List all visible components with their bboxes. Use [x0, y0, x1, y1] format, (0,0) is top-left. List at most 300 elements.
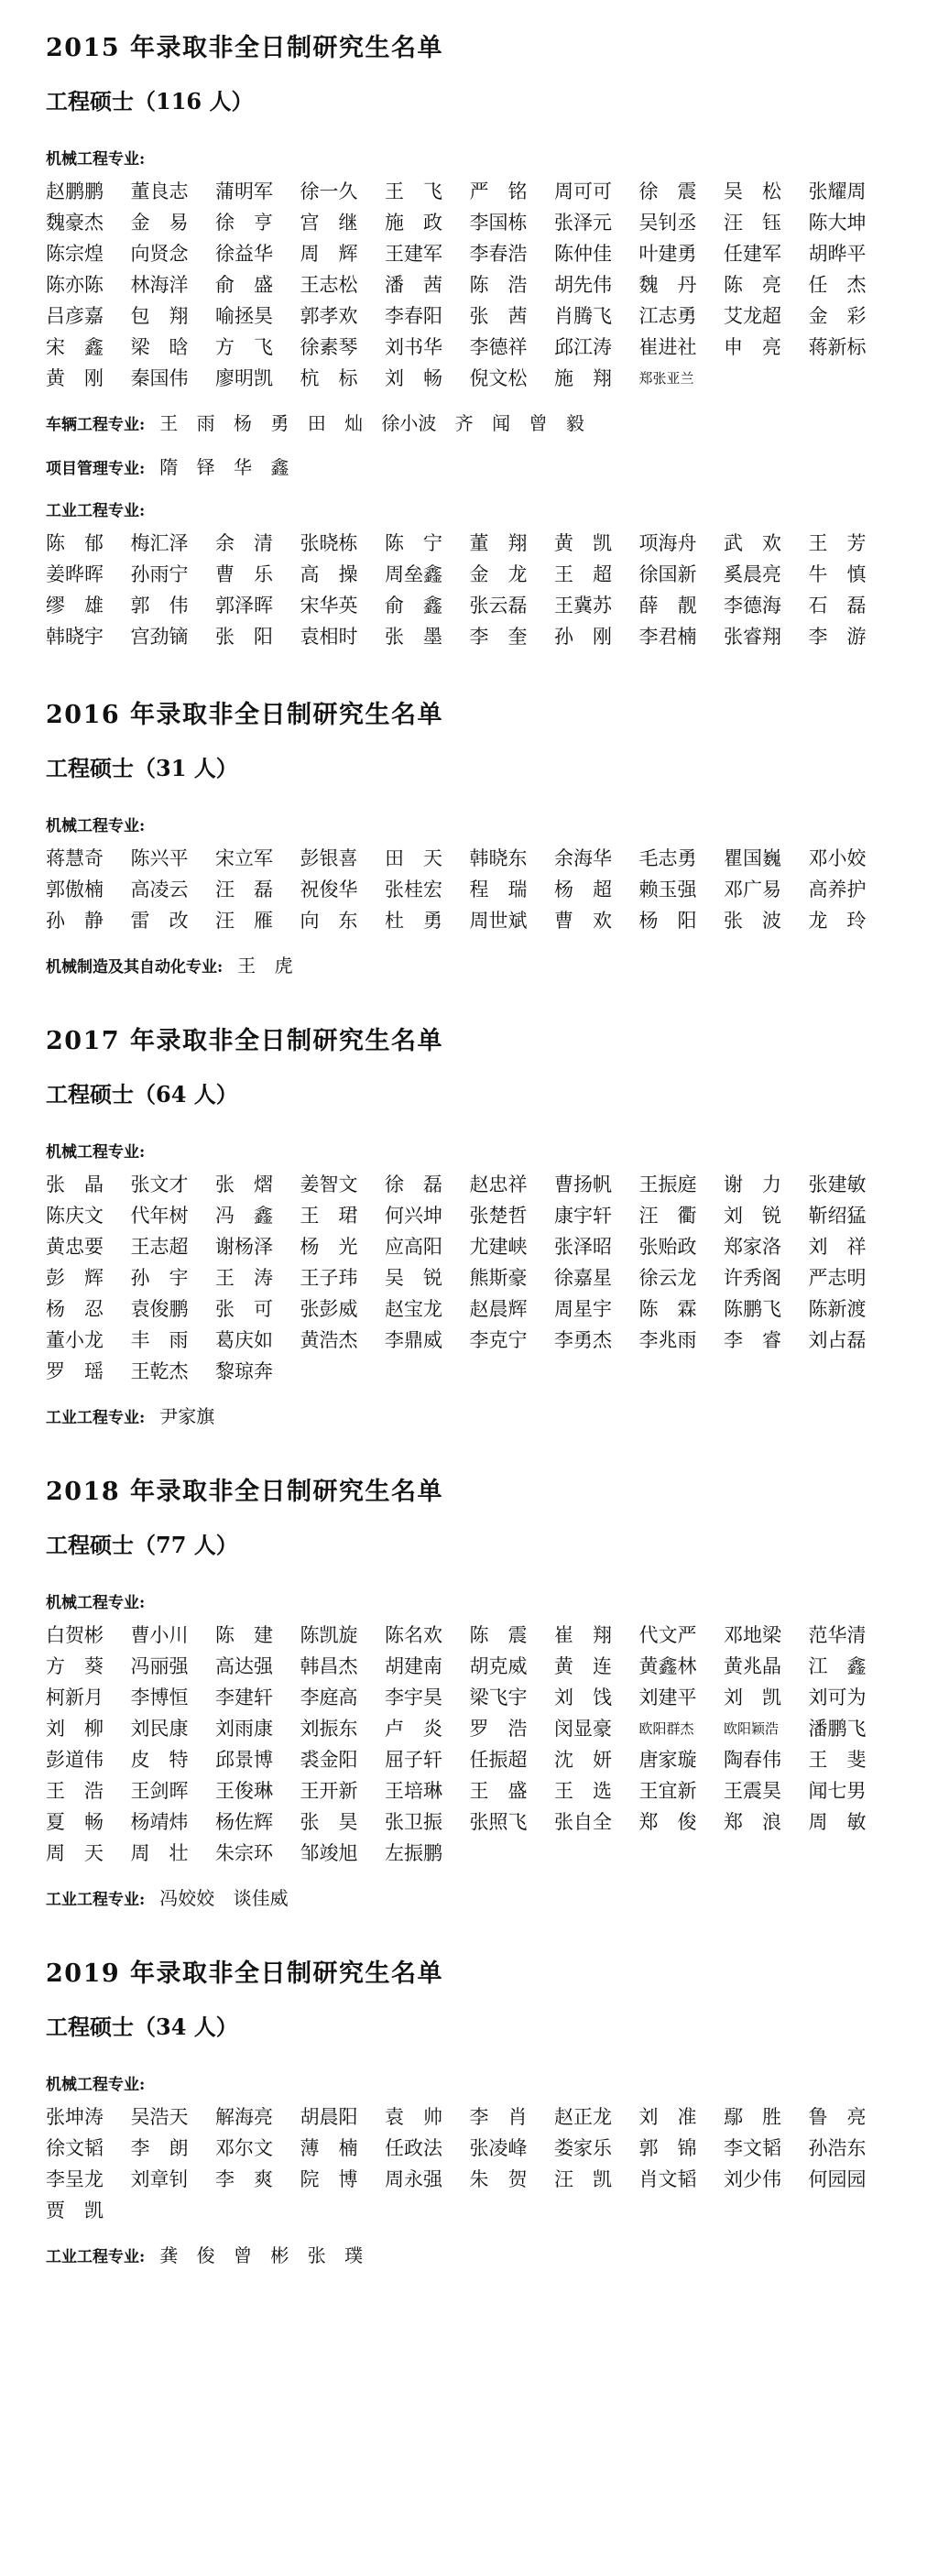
student-name: 崔 翔: [554, 1624, 612, 1646]
student-name: 郭孝欢: [300, 305, 358, 327]
student-name: 肖文韬: [638, 2168, 697, 2190]
student-name: 陈 浩: [469, 274, 528, 296]
student-name: 唐家璇: [638, 1749, 697, 1771]
student-name: 张凌峰: [469, 2137, 528, 2159]
student-name: 刘 锐: [724, 1205, 781, 1227]
student-name: 张 阳: [215, 626, 273, 648]
student-name: 江 鑫: [808, 1655, 867, 1677]
major-section: [46, 500, 896, 652]
student-name: 吴 锐: [385, 1267, 442, 1289]
student-name: 刘建平: [638, 1686, 697, 1708]
major-label: 工业工程专业:: [46, 1409, 146, 1427]
student-name: 汪 衢: [638, 1205, 697, 1227]
student-name: 尤建峡: [469, 1236, 528, 1258]
student-name: 张 茜: [469, 305, 528, 327]
student-name: 张彭威: [300, 1298, 358, 1320]
student-name: 李宇昊: [385, 1686, 442, 1708]
student-name: 闵显豪: [554, 1718, 612, 1740]
student-name: 邱景博: [215, 1749, 273, 1771]
student-name: 任 杰: [808, 274, 867, 296]
degree-title: 工程硕士（34 人）: [46, 2014, 238, 2040]
student-name: 王 珺: [300, 1205, 358, 1227]
student-name: 金 彩: [808, 305, 867, 327]
student-name: 施 翔: [554, 367, 612, 389]
student-name: 林海洋: [130, 274, 189, 296]
year-section: [46, 33, 896, 652]
student-name: 赵鹏鹏: [46, 180, 104, 202]
names-list: [46, 843, 896, 936]
student-name: 黄浩杰: [300, 1329, 358, 1351]
student-name: 汪 雁: [215, 910, 273, 932]
student-name: 李鼎威: [385, 1329, 442, 1351]
student-name: 杨佐辉: [215, 1811, 273, 1833]
student-name: 张建敏: [808, 1173, 867, 1195]
major-section-inline: [46, 412, 896, 436]
student-name: 吕彦嘉: [46, 305, 104, 327]
major-label: 车辆工程专业:: [46, 416, 146, 434]
student-name: 陈仲佳: [554, 243, 612, 265]
student-name: 卢 炎: [385, 1718, 442, 1740]
student-name: 程 瑞: [469, 879, 528, 901]
student-name: 王剑晖: [130, 1780, 189, 1802]
student-name: 喻拯昊: [215, 305, 273, 327]
student-name: 汪 钰: [724, 212, 781, 234]
student-name: 袁 帅: [385, 2106, 442, 2128]
student-name: 张照飞: [469, 1811, 528, 1833]
major-label: 工业工程专业:: [46, 502, 146, 520]
student-name: 董 翔: [469, 532, 528, 554]
student-name: 宋华英: [300, 595, 358, 617]
major-label: 工业工程专业:: [46, 1891, 146, 1909]
names-list: [46, 2101, 896, 2226]
student-name: 刘振东: [300, 1718, 358, 1740]
student-name: 邓小姣: [808, 847, 867, 869]
student-name: 杨靖炜: [130, 1811, 189, 1833]
student-name: 袁相时: [300, 626, 358, 648]
student-name: 葛庆如: [215, 1329, 273, 1351]
student-name: 胡克威: [469, 1655, 528, 1677]
student-name: 曹小川: [130, 1624, 189, 1646]
student-name: 余 清: [215, 532, 273, 554]
major-label: 机械工程专业:: [46, 2076, 146, 2094]
major-section-inline: [46, 1405, 896, 1429]
student-name: 陈大坤: [808, 212, 867, 234]
year-section: [46, 1026, 896, 1429]
student-name: 薛 靓: [638, 595, 697, 617]
student-name: 余海华: [554, 847, 612, 869]
student-name: 任政法: [385, 2137, 442, 2159]
student-name: 秦国伟: [130, 367, 189, 389]
student-name: 徐素琴: [300, 336, 358, 358]
student-name: 屈子轩: [385, 1749, 442, 1771]
student-name: 欧阳颖浩: [724, 1720, 780, 1737]
student-name: 谢杨泽: [215, 1236, 273, 1258]
student-name: 宋立军: [215, 847, 273, 869]
student-name: 周永强: [385, 2168, 442, 2190]
student-name: 陈 郁: [46, 532, 104, 554]
student-name: 徐 亨: [215, 212, 273, 234]
student-name: 张睿翔: [724, 626, 781, 648]
student-name: 闻七男: [808, 1780, 867, 1802]
student-name: 项海舟: [638, 532, 697, 554]
student-name: 王 飞: [385, 180, 442, 202]
names-list: [46, 1169, 896, 1387]
student-name: 周垒鑫: [385, 563, 442, 585]
student-name: 江志勇: [638, 305, 697, 327]
student-name: 解海亮: [215, 2106, 273, 2128]
student-name: 张晓栋: [300, 532, 358, 554]
student-name: 冯 鑫: [215, 1205, 273, 1227]
student-name: 院 博: [300, 2168, 358, 2190]
student-name: 王 芳: [808, 532, 867, 554]
student-name: 黄兆晶: [724, 1655, 781, 1677]
year-title: 2017 年录取非全日制研究生名单: [46, 1027, 444, 1055]
student-name: 王 盛: [469, 1780, 528, 1802]
student-name: 王开新: [300, 1780, 358, 1802]
student-name: 周 天: [46, 1842, 104, 1864]
student-names: 隋 铎 华 鑫: [159, 456, 289, 478]
student-name: 李君楠: [638, 626, 697, 648]
student-name: 武 欢: [724, 532, 781, 554]
student-name: 孙浩东: [808, 2137, 867, 2159]
student-name: 郑张亚兰: [638, 370, 694, 387]
student-name: 陈兴平: [130, 847, 189, 869]
student-name: 俞 鑫: [385, 595, 442, 617]
student-name: 杭 标: [300, 367, 358, 389]
major-label: 机械工程专业:: [46, 1143, 146, 1162]
student-name: 柯新月: [46, 1686, 104, 1708]
student-name: 郑家洛: [724, 1236, 781, 1258]
student-name: 王志超: [130, 1236, 189, 1258]
student-name: 汪 磊: [215, 879, 273, 901]
student-name: 李文韬: [724, 2137, 781, 2159]
student-name: 王乾杰: [130, 1360, 189, 1382]
student-name: 李 奎: [469, 626, 528, 648]
student-name: 宋 鑫: [46, 336, 104, 358]
student-name: 赵晨辉: [469, 1298, 528, 1320]
student-name: 张 昊: [300, 1811, 358, 1833]
student-name: 倪文松: [469, 367, 528, 389]
student-name: 熊斯豪: [469, 1267, 528, 1289]
student-names: 王 虎: [237, 955, 293, 977]
student-name: 鄢 胜: [724, 2106, 781, 2128]
student-name: 邓地梁: [724, 1624, 781, 1646]
student-name: 邹竣旭: [300, 1842, 358, 1864]
student-name: 潘 茜: [385, 274, 442, 296]
student-name: 王 浩: [46, 1780, 104, 1802]
student-name: 罗 瑶: [46, 1360, 104, 1382]
student-name: 宫 继: [300, 212, 358, 234]
student-name: 孙 刚: [554, 626, 612, 648]
student-name: 李勇杰: [554, 1329, 612, 1351]
student-name: 张 波: [724, 910, 781, 932]
major-section: [46, 148, 896, 394]
student-name: 陈名欢: [385, 1624, 442, 1646]
student-name: 韩晓东: [469, 847, 528, 869]
student-name: 刘 祥: [808, 1236, 867, 1258]
student-name: 夏 畅: [46, 1811, 104, 1833]
major-label: 工业工程专业:: [46, 2248, 146, 2266]
student-name: 孙雨宁: [130, 563, 189, 585]
student-name: 郭傲楠: [46, 879, 104, 901]
student-name: 毛志勇: [638, 847, 697, 869]
major-label: 机械制造及其自动化专业:: [46, 958, 224, 977]
student-name: 谢 力: [724, 1173, 781, 1195]
student-name: 黎琼奔: [215, 1360, 273, 1382]
student-name: 高 操: [300, 563, 358, 585]
student-name: 黄 凯: [554, 532, 612, 554]
student-name: 刘雨康: [215, 1718, 273, 1740]
student-name: 徐文韬: [46, 2137, 104, 2159]
student-name: 张 晶: [46, 1173, 104, 1195]
student-name: 蒋新标: [808, 336, 867, 358]
student-name: 刘 饯: [554, 1686, 612, 1708]
student-name: 董小龙: [46, 1329, 104, 1351]
student-name: 王冀苏: [554, 595, 612, 617]
student-name: 李博恒: [130, 1686, 189, 1708]
student-name: 艾龙超: [724, 305, 781, 327]
student-name: 朱宗环: [215, 1842, 273, 1864]
student-name: 黄 刚: [46, 367, 104, 389]
student-name: 祝俊华: [300, 879, 358, 901]
student-name: 徐 震: [638, 180, 697, 202]
student-name: 刘民康: [130, 1718, 189, 1740]
student-name: 陈 建: [215, 1624, 273, 1646]
student-name: 朱 贺: [469, 2168, 528, 2190]
student-name: 杜 勇: [385, 910, 442, 932]
student-name: 雷 改: [130, 910, 189, 932]
student-name: 魏豪杰: [46, 212, 104, 234]
student-name: 陈 亮: [724, 274, 781, 296]
student-name: 郭 锦: [638, 2137, 697, 2159]
student-name: 李 睿: [724, 1329, 781, 1351]
student-name: 张楚哲: [469, 1205, 528, 1227]
student-name: 任建军: [724, 243, 781, 265]
student-name: 贾 凯: [46, 2199, 104, 2221]
student-name: 龙 玲: [808, 910, 867, 932]
student-name: 王培琳: [385, 1780, 442, 1802]
student-name: 张自全: [554, 1811, 612, 1833]
student-name: 张贻政: [638, 1236, 697, 1258]
student-name: 张耀周: [808, 180, 867, 202]
student-name: 向 东: [300, 910, 358, 932]
student-name: 金 易: [130, 212, 189, 234]
student-name: 潘鹏飞: [808, 1718, 867, 1740]
student-name: 胡晨阳: [300, 2106, 358, 2128]
student-name: 黄 连: [554, 1655, 612, 1677]
major-section-inline: [46, 1887, 896, 1911]
student-name: 徐国新: [638, 563, 697, 585]
student-name: 靳绍猛: [808, 1205, 867, 1227]
student-name: 王 涛: [215, 1267, 273, 1289]
student-name: 陈鹏飞: [724, 1298, 781, 1320]
student-name: 彭道伟: [46, 1749, 104, 1771]
student-name: 宫劲镝: [130, 626, 189, 648]
degree-title: 工程硕士（116 人）: [46, 88, 254, 115]
student-name: 韩晓宇: [46, 626, 104, 648]
student-name: 陈 震: [469, 1624, 528, 1646]
student-name: 许秀阁: [724, 1267, 781, 1289]
student-name: 高凌云: [130, 879, 189, 901]
student-name: 刘 畅: [385, 367, 442, 389]
student-name: 刘占磊: [808, 1329, 867, 1351]
student-name: 罗 浩: [469, 1718, 528, 1740]
student-name: 应高阳: [385, 1236, 442, 1258]
student-name: 王建军: [385, 243, 442, 265]
year-section: [46, 700, 896, 978]
student-name: 袁俊鹏: [130, 1298, 189, 1320]
student-name: 孙 静: [46, 910, 104, 932]
major-section: [46, 2074, 896, 2226]
student-name: 裘金阳: [300, 1749, 358, 1771]
student-name: 张泽元: [554, 212, 612, 234]
major-section-inline: [46, 955, 896, 978]
degree-title: 工程硕士（77 人）: [46, 1532, 238, 1558]
student-name: 陈新渡: [808, 1298, 867, 1320]
student-name: 姜智文: [300, 1173, 358, 1195]
student-name: 刘 柳: [46, 1718, 104, 1740]
student-name: 黄忠要: [46, 1236, 104, 1258]
student-name: 汪 凯: [554, 2168, 612, 2190]
student-name: 李国栋: [469, 212, 528, 234]
student-name: 严志明: [808, 1267, 867, 1289]
student-name: 田 天: [385, 847, 442, 869]
student-name: 郑 浪: [724, 1811, 781, 1833]
student-name: 高达强: [215, 1655, 273, 1677]
student-name: 左振鹏: [385, 1842, 442, 1864]
student-name: 李春浩: [469, 243, 528, 265]
student-name: 王振庭: [638, 1173, 697, 1195]
student-name: 白贺彬: [46, 1624, 104, 1646]
student-name: 赖玉强: [638, 879, 697, 901]
student-name: 奚晨亮: [724, 563, 781, 585]
student-name: 施 政: [385, 212, 442, 234]
student-name: 张 墨: [385, 626, 442, 648]
student-name: 方 飞: [215, 336, 273, 358]
student-name: 李 爽: [215, 2168, 273, 2190]
student-name: 皮 特: [130, 1749, 189, 1771]
student-names: 王 雨 杨 勇 田 灿 徐小波 齐 闻 曾 毅: [159, 412, 584, 434]
major-section-inline: [46, 456, 896, 480]
student-name: 王子玮: [300, 1267, 358, 1289]
student-name: 邓尔文: [215, 2137, 273, 2159]
student-name: 王 超: [554, 563, 612, 585]
student-name: 娄家乐: [554, 2137, 612, 2159]
student-name: 鲁 亮: [808, 2106, 867, 2128]
student-name: 陈庆文: [46, 1205, 104, 1227]
major-section-inline: [46, 2244, 896, 2268]
student-name: 吴 松: [724, 180, 781, 202]
student-name: 郑 俊: [638, 1811, 697, 1833]
student-name: 董良志: [130, 180, 189, 202]
student-names: 冯姣姣 谈佳威: [159, 1887, 289, 1909]
student-name: 缪 雄: [46, 595, 104, 617]
student-name: 欧阳群杰: [638, 1720, 694, 1737]
student-name: 代文严: [638, 1624, 697, 1646]
year-title: 2018 年录取非全日制研究生名单: [46, 1478, 444, 1506]
student-name: 杨 超: [554, 879, 612, 901]
student-name: 周世斌: [469, 910, 528, 932]
student-name: 李克宁: [469, 1329, 528, 1351]
student-name: 冯丽强: [130, 1655, 189, 1677]
student-name: 陈 霖: [638, 1298, 697, 1320]
student-name: 李 朗: [130, 2137, 189, 2159]
student-name: 杨 光: [300, 1236, 358, 1258]
student-name: 陈 宁: [385, 532, 442, 554]
student-name: 牛 慎: [808, 563, 867, 585]
student-name: 瞿国巍: [724, 847, 781, 869]
student-name: 包 翔: [130, 305, 189, 327]
student-name: 曹扬帆: [554, 1173, 612, 1195]
student-name: 李呈龙: [46, 2168, 104, 2190]
student-name: 刘书华: [385, 336, 442, 358]
student-name: 胡建南: [385, 1655, 442, 1677]
student-name: 丰 雨: [130, 1329, 189, 1351]
major-label: 项目管理专业:: [46, 460, 146, 478]
student-name: 魏 丹: [638, 274, 697, 296]
student-name: 金 龙: [469, 563, 528, 585]
student-name: 沈 妍: [554, 1749, 612, 1771]
student-name: 张 可: [215, 1298, 273, 1320]
student-name: 陈亦陈: [46, 274, 104, 296]
student-name: 陶春伟: [724, 1749, 781, 1771]
student-name: 李 肖: [469, 2106, 528, 2128]
student-name: 周星宇: [554, 1298, 612, 1320]
student-name: 李兆雨: [638, 1329, 697, 1351]
major-section: [46, 1141, 896, 1387]
student-name: 徐 磊: [385, 1173, 442, 1195]
student-name: 郭 伟: [130, 595, 189, 617]
student-name: 代年树: [130, 1205, 189, 1227]
student-name: 黄鑫林: [638, 1655, 697, 1677]
student-name: 严 铭: [469, 180, 528, 202]
student-name: 梁 晗: [130, 336, 189, 358]
student-name: 梅汇泽: [130, 532, 189, 554]
student-name: 叶建勇: [638, 243, 697, 265]
student-name: 赵宝龙: [385, 1298, 442, 1320]
student-name: 方 葵: [46, 1655, 104, 1677]
major-label: 机械工程专业:: [46, 1594, 146, 1612]
student-name: 蒋慧奇: [46, 847, 104, 869]
student-name: 李德祥: [469, 336, 528, 358]
student-name: 周 壮: [130, 1842, 189, 1864]
student-name: 杨 阳: [638, 910, 697, 932]
student-name: 高养护: [808, 879, 867, 901]
student-name: 张云磊: [469, 595, 528, 617]
student-name: 王 选: [554, 1780, 612, 1802]
student-name: 李春阳: [385, 305, 442, 327]
student-name: 刘章钊: [130, 2168, 189, 2190]
student-name: 彭 辉: [46, 1267, 104, 1289]
student-name: 李庭高: [300, 1686, 358, 1708]
student-name: 吴浩天: [130, 2106, 189, 2128]
student-name: 石 磊: [808, 595, 867, 617]
student-name: 何兴坤: [385, 1205, 442, 1227]
student-name: 康宇轩: [554, 1205, 612, 1227]
student-name: 张 熠: [215, 1173, 273, 1195]
student-name: 徐益华: [215, 243, 273, 265]
major-section: [46, 815, 896, 936]
major-section: [46, 1592, 896, 1869]
year-title: 2019 年录取非全日制研究生名单: [46, 1959, 444, 1988]
student-name: 王志松: [300, 274, 358, 296]
student-name: 赵忠祥: [469, 1173, 528, 1195]
student-name: 张卫振: [385, 1811, 442, 1833]
student-name: 李德海: [724, 595, 781, 617]
student-name: 薄 楠: [300, 2137, 358, 2159]
student-name: 徐一久: [300, 180, 358, 202]
student-name: 邓广易: [724, 879, 781, 901]
